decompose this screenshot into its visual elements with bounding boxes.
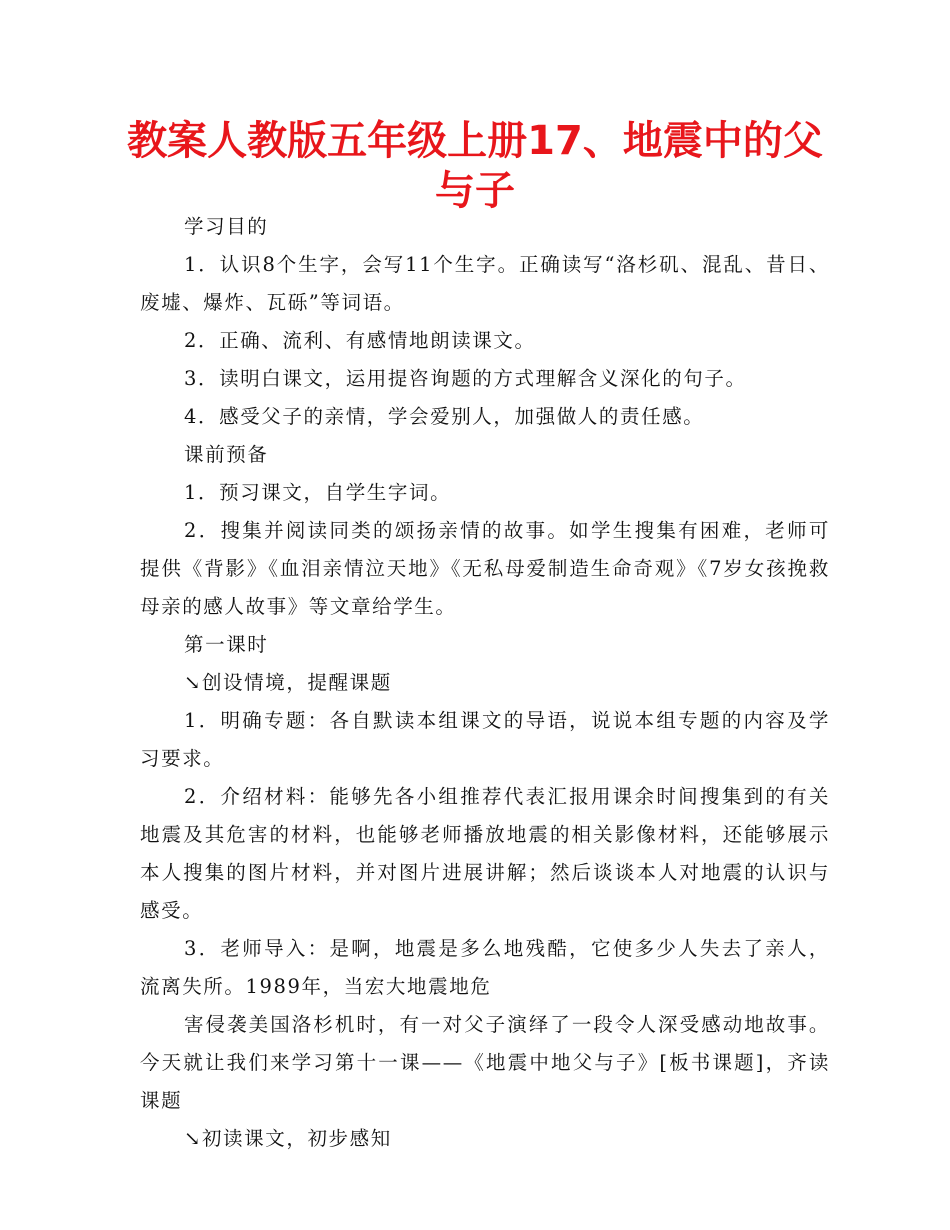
section-heading: 课前预备 — [184, 443, 269, 466]
section-heading: 第一课时 — [184, 633, 269, 656]
paragraph: 1．预习课文，自学生字词。 — [184, 481, 452, 504]
paragraph: 3．读明白课文，运用提咨询题的方式理解含义深化的句子。 — [184, 367, 747, 390]
paragraph: 2．搜集并阅读同类的颂扬亲情的故事。如学生搜集有困难，老师可提供《背影》《血泪亲情泣天地》《无私母爱制造生命奇观》《7岁女孩挽救母亲的感人故事》等文章给学生。 — [140, 519, 830, 618]
section-heading: ↘初读课文，初步感知 — [184, 1127, 392, 1150]
paragraph: 1．认识8个生字，会写11个生字。正确读写“洛杉矶、混乱、昔日、废墟、爆炸、瓦砾”等词语。 — [140, 253, 830, 314]
paragraph: 2．介绍材料：能够先各小组推荐代表汇报用课余时间搜集到的有关地震及其危害的材料，也能够老师播放地震的相关影像材料，还能够展示本人搜集的图片材料，并对图片进展讲解；然后谈谈本人对地震的认识与感受。 — [140, 785, 830, 922]
paragraph: 2．正确、流利、有感情地朗读课文。 — [184, 329, 536, 352]
section-heading: ↘创设情境，提醒课题 — [184, 671, 392, 694]
section-heading: 学习目的 — [184, 215, 269, 238]
paragraph: 3．老师导入：是啊，地震是多么地残酷，它使多少人失去了亲人，流离失所。1989年，当宏大地震地危 — [140, 937, 830, 998]
document-body — [140, 208, 830, 1158]
paragraph: 4．感受父子的亲情，学会爱别人，加强做人的责任感。 — [184, 405, 705, 428]
paragraph: 害侵袭美国洛杉机时，有一对父子演绎了一段令人深受感动地故事。今天就让我们来学习第十一课——《地震中地父与子》[板书课题]，齐读课题 — [140, 1013, 830, 1112]
document-title: 教案人教版五年级上册17、地震中的父与子 — [127, 118, 823, 214]
paragraph: 1．明确专题：各自默读本组课文的导语，说说本组专题的内容及学习要求。 — [140, 709, 830, 770]
